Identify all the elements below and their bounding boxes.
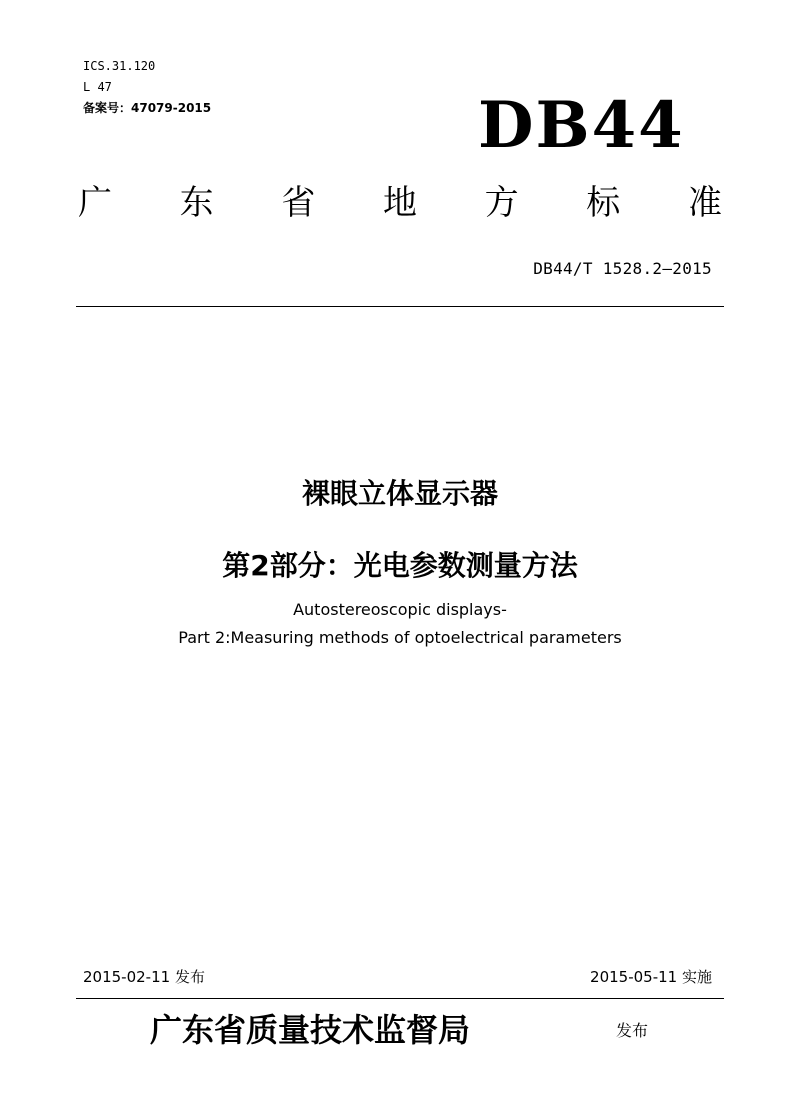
standard-type-char: 地 [382, 183, 417, 223]
filing-number: 备案号：47079-2015 [83, 101, 212, 115]
top-divider [76, 306, 724, 307]
standard-logo: DB44 [478, 88, 685, 163]
title-english: Autostereoscopic displays- [293, 600, 507, 619]
bottom-divider [76, 998, 724, 999]
publish-label: 发布 [616, 1021, 649, 1040]
ics-code: ICS.31.120 [83, 59, 156, 73]
standard-type-heading [76, 180, 724, 226]
classification-code: L 47 [83, 80, 112, 94]
subtitle-chinese: 第2部分：光电参数测量方法 [222, 549, 578, 582]
implementation-date: 2015-05-11 实施 [590, 968, 712, 986]
publisher-name: 广东省质量技术监督局 [150, 1011, 471, 1049]
standard-type-char: 东 [179, 183, 214, 223]
standard-type-char: 方 [484, 183, 519, 223]
standard-type-char: 准 [687, 183, 722, 223]
title-chinese: 裸眼立体显示器 [301, 477, 498, 510]
standard-type-char: 广 [78, 183, 112, 223]
standard-type-char: 标 [586, 183, 621, 223]
standard-type-char: 省 [281, 183, 316, 223]
issue-date: 2015-02-11 发布 [83, 968, 205, 986]
standard-number: DB44/T 1528.2—2015 [533, 259, 712, 278]
subtitle-english: Part 2:Measuring methods of optoelectrical parameters [178, 628, 622, 647]
